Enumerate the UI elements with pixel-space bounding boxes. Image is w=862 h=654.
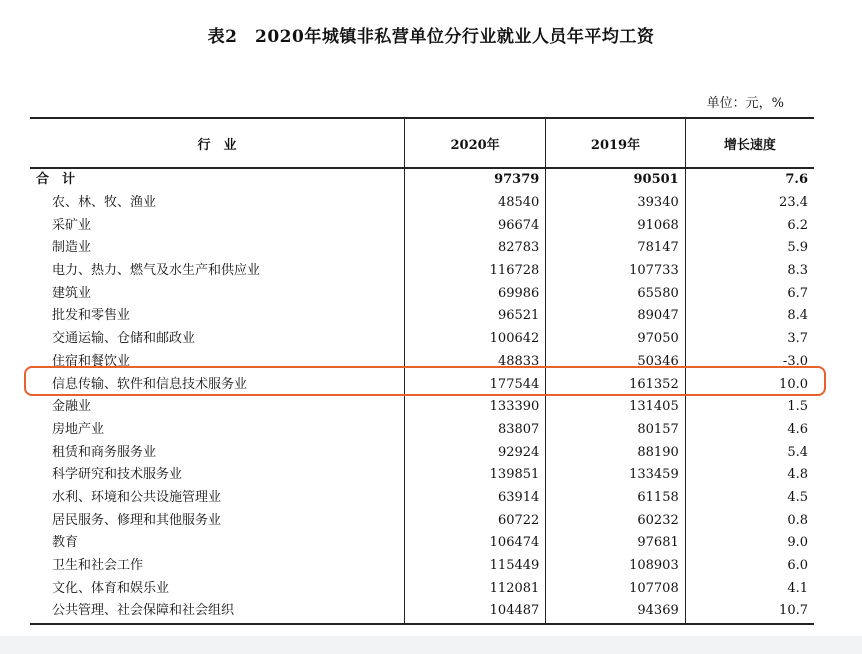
value-2020-cell: 106474 xyxy=(404,532,545,555)
column-header-industry: 行 业 xyxy=(30,118,404,168)
value-2020-cell: 83807 xyxy=(404,419,545,442)
growth-cell: 5.4 xyxy=(685,441,814,464)
value-2020-cell: 100642 xyxy=(404,328,545,351)
table-row xyxy=(30,192,814,215)
value-2019-cell: 65580 xyxy=(546,282,685,305)
value-2019-cell: 94369 xyxy=(546,600,685,624)
industry-cell: 交通运输、仓储和邮政业 xyxy=(52,331,196,347)
value-2019-cell: 90501 xyxy=(546,168,685,192)
value-2020-cell: 177544 xyxy=(404,373,545,396)
table-row xyxy=(30,441,814,464)
table-row xyxy=(30,464,814,487)
table-header-row xyxy=(30,118,814,168)
industry-cell: 批发和零售业 xyxy=(52,308,131,324)
value-2020-cell: 96674 xyxy=(404,214,545,237)
value-2020-cell: 63914 xyxy=(404,487,545,510)
value-2020-cell: 82783 xyxy=(404,237,545,260)
value-2020-cell: 92924 xyxy=(404,441,545,464)
growth-cell: 4.6 xyxy=(685,419,814,442)
table-row xyxy=(30,305,814,328)
growth-cell: 10.7 xyxy=(685,600,814,624)
growth-cell: 3.7 xyxy=(685,328,814,351)
value-2020-cell: 48540 xyxy=(404,192,545,215)
table-row xyxy=(30,282,814,305)
value-2019-cell: 107733 xyxy=(546,260,685,283)
growth-cell: 4.5 xyxy=(685,487,814,510)
value-2019-cell: 88190 xyxy=(546,441,685,464)
industry-cell: 住宿和餐饮业 xyxy=(52,353,131,369)
table-row xyxy=(30,509,814,532)
value-2020-cell: 97379 xyxy=(404,168,545,192)
table-row xyxy=(30,237,814,260)
column-header-2019: 2019年 xyxy=(546,118,685,168)
table-row xyxy=(30,396,814,419)
growth-cell: -3.0 xyxy=(685,351,814,374)
value-2020-cell: 48833 xyxy=(404,351,545,374)
value-2020-cell: 115449 xyxy=(404,555,545,578)
industry-cell: 公共管理、社会保障和社会组织 xyxy=(30,600,404,624)
value-2019-cell: 107708 xyxy=(546,577,685,600)
growth-cell: 6.7 xyxy=(685,282,814,305)
value-2019-cell: 78147 xyxy=(546,237,685,260)
growth-cell: 4.1 xyxy=(685,577,814,600)
table-row xyxy=(30,419,814,442)
growth-cell: 6.2 xyxy=(685,214,814,237)
value-2019-cell: 89047 xyxy=(546,305,685,328)
value-2020-cell: 112081 xyxy=(404,577,545,600)
industry-cell: 房地产业 xyxy=(52,421,105,437)
industry-cell: 科学研究和技术服务业 xyxy=(52,467,183,483)
growth-cell: 1.5 xyxy=(685,396,814,419)
industry-cell: 教育 xyxy=(52,535,79,551)
value-2019-cell: 91068 xyxy=(546,214,685,237)
industry-cell: 农、林、牧、渔业 xyxy=(52,195,157,211)
growth-cell: 7.6 xyxy=(685,168,814,192)
value-2020-cell: 96521 xyxy=(404,305,545,328)
column-header-growth: 增长速度 xyxy=(685,118,814,168)
value-2020-cell: 69986 xyxy=(404,282,545,305)
value-2019-cell: 80157 xyxy=(546,419,685,442)
industry-cell: 建筑业 xyxy=(52,285,92,301)
table-row xyxy=(30,328,814,351)
industry-cell: 金融业 xyxy=(52,399,92,415)
industry-cell: 水利、环境和公共设施管理业 xyxy=(52,489,222,505)
industry-cell: 租赁和商务服务业 xyxy=(52,444,157,460)
growth-cell: 5.9 xyxy=(685,237,814,260)
industry-cell: 制造业 xyxy=(52,240,92,256)
value-2019-cell: 108903 xyxy=(546,555,685,578)
industry-cell: 电力、热力、燃气及水生产和供应业 xyxy=(52,263,261,279)
industry-cell: 文化、体育和娱乐业 xyxy=(52,580,170,596)
value-2020-cell: 60722 xyxy=(404,509,545,532)
value-2020-cell: 139851 xyxy=(404,464,545,487)
growth-cell: 23.4 xyxy=(685,192,814,215)
growth-cell: 10.0 xyxy=(685,373,814,396)
growth-cell: 8.3 xyxy=(685,260,814,283)
unit-label: 单位：元，% xyxy=(706,96,784,111)
industry-cell: 合 计 xyxy=(36,172,76,188)
growth-cell: 8.4 xyxy=(685,305,814,328)
value-2019-cell: 131405 xyxy=(546,396,685,419)
industry-cell: 卫生和社会工作 xyxy=(52,558,144,574)
value-2020-cell: 133390 xyxy=(404,396,545,419)
value-2019-cell: 60232 xyxy=(546,509,685,532)
table-row xyxy=(30,487,814,510)
value-2019-cell: 39340 xyxy=(546,192,685,215)
column-header-2020: 2020年 xyxy=(404,118,545,168)
table-row-total xyxy=(30,168,814,192)
table-row xyxy=(30,555,814,578)
value-2019-cell: 97050 xyxy=(546,328,685,351)
highlight-box xyxy=(24,366,826,396)
footer-bar xyxy=(0,636,862,654)
value-2020-cell: 104487 xyxy=(404,600,545,624)
value-2019-cell: 97681 xyxy=(546,532,685,555)
table-row xyxy=(30,214,814,237)
table-row xyxy=(30,532,814,555)
table-row xyxy=(30,577,814,600)
value-2019-cell: 61158 xyxy=(546,487,685,510)
value-2019-cell: 50346 xyxy=(546,351,685,374)
industry-cell: 居民服务、修理和其他服务业 xyxy=(52,512,222,528)
page-title: 表2 2020年城镇非私营单位分行业就业人员年平均工资 xyxy=(207,27,655,47)
value-2020-cell: 116728 xyxy=(404,260,545,283)
growth-cell: 9.0 xyxy=(685,532,814,555)
value-2019-cell: 161352 xyxy=(546,373,685,396)
industry-cell: 采矿业 xyxy=(52,217,92,233)
table-row xyxy=(30,260,814,283)
growth-cell: 4.8 xyxy=(685,464,814,487)
growth-cell: 6.0 xyxy=(685,555,814,578)
table-row xyxy=(30,600,814,624)
growth-cell: 0.8 xyxy=(685,509,814,532)
industry-cell: 信息传输、软件和信息技术服务业 xyxy=(52,376,248,392)
value-2019-cell: 133459 xyxy=(546,464,685,487)
